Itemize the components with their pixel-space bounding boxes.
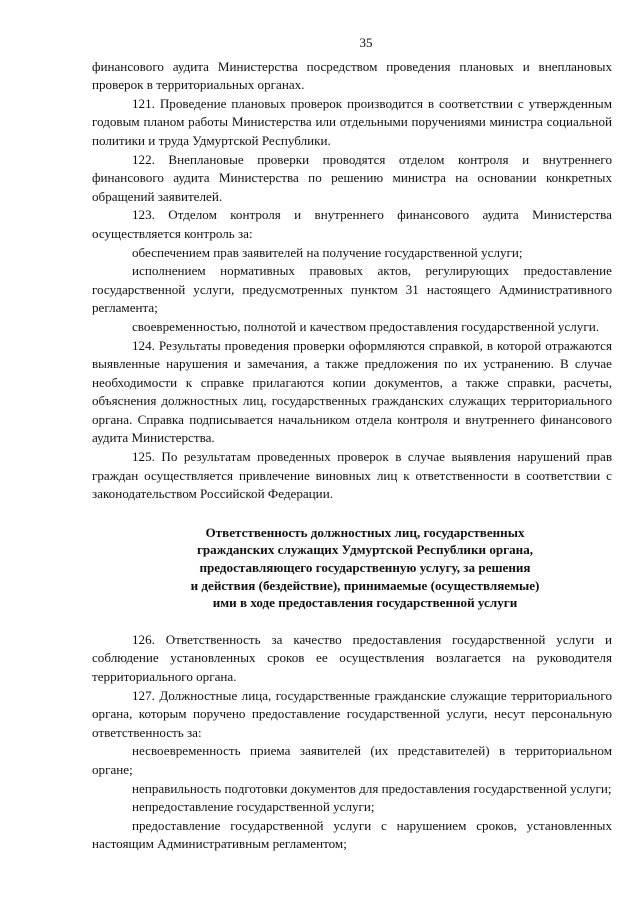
list-item-untimely-reception: несвоевременность приема заявителей (их представителей) в территориальном органе; (92, 743, 612, 777)
paragraph-124: 124. Результаты проведения проверки оформляются справкой, в которой отражаются выявленные нарушения и замечания, а также предложения по их устранению. В случае необходимости к справке прилагаются копии документов, а также справки, расчеты, объяснения должностных лиц, государственных гражданских служащих территориального органа. Справка подписывается начальником отдела контроля и внутреннего финансового аудита Министерства. (92, 337, 612, 446)
paragraph-126: 126. Ответственность за качество предоставления государственной услуги и соблюдение установленных сроков ее осуществления возлагается на руководителя территориального органа. (92, 631, 612, 684)
heading-line: ими в ходе предоставления государственной услуги (212, 595, 518, 611)
list-item-rights: обеспечением прав заявителей на получение государственной услуги; (132, 244, 523, 260)
paragraph-122: 122. Внеплановые проверки проводятся отделом контроля и внутреннего финансового аудита Министерства по решению министра на основании конкретных обращений заявителей. (92, 151, 612, 204)
heading-line: предоставляющего государственную услугу, за решения (199, 560, 531, 576)
paragraph-continuation: финансового аудита Министерства посредством проведения плановых и внеплановых проверок в территориальных органах. (92, 58, 612, 93)
list-item-deadline-violation: предоставление государственной услуги с нарушением сроков, установленных настоящим Административным регламентом; (92, 817, 612, 852)
heading-line: и действия (бездействие), принимаемые (осуществляемые) (190, 577, 540, 593)
paragraph-125: 125. По результатам проведенных проверок в случае выявления нарушений прав граждан осуществляется привлечение виновных лиц к ответственности в соответствии с законодательством Российской Федерации. (92, 449, 612, 502)
list-item-legal-acts: исполнением нормативных правовых актов, регулирующих предоставление государственной услуги, предусмотренных пунктом 31 настоящего Административного регламента; (92, 263, 612, 316)
paragraph-121: 121. Проведение плановых проверок производится в соответствии с утвержденным годовым планом работы Министерства или отдельными поручениями министра социальной политики и труда Удмуртской Республики. (92, 95, 612, 148)
section-heading (92, 524, 612, 612)
document-page (92, 34, 612, 854)
paragraph-123: 123. Отделом контроля и внутреннего финансового аудита Министерства осуществляется контроль за: (92, 207, 612, 241)
list-item-non-provision: непредоставление государственной услуги; (132, 799, 375, 815)
page-number: 35 (359, 35, 373, 50)
paragraph-127: 127. Должностные лица, государственные гражданские служащие территориального органа, которым поручено предоставление государственной услуги, несут персональную ответственность за: (92, 687, 612, 740)
list-item-incorrect-documents: неправильность подготовки документов для предоставления государственной услуги; (132, 780, 612, 796)
heading-line: Ответственность должностных лиц, государственных (205, 524, 525, 540)
list-item-timeliness: своевременностью, полнотой и качеством предоставления государственной услуги. (132, 318, 599, 334)
heading-line: гражданских служащих Удмуртской Республики органа, (196, 542, 534, 558)
